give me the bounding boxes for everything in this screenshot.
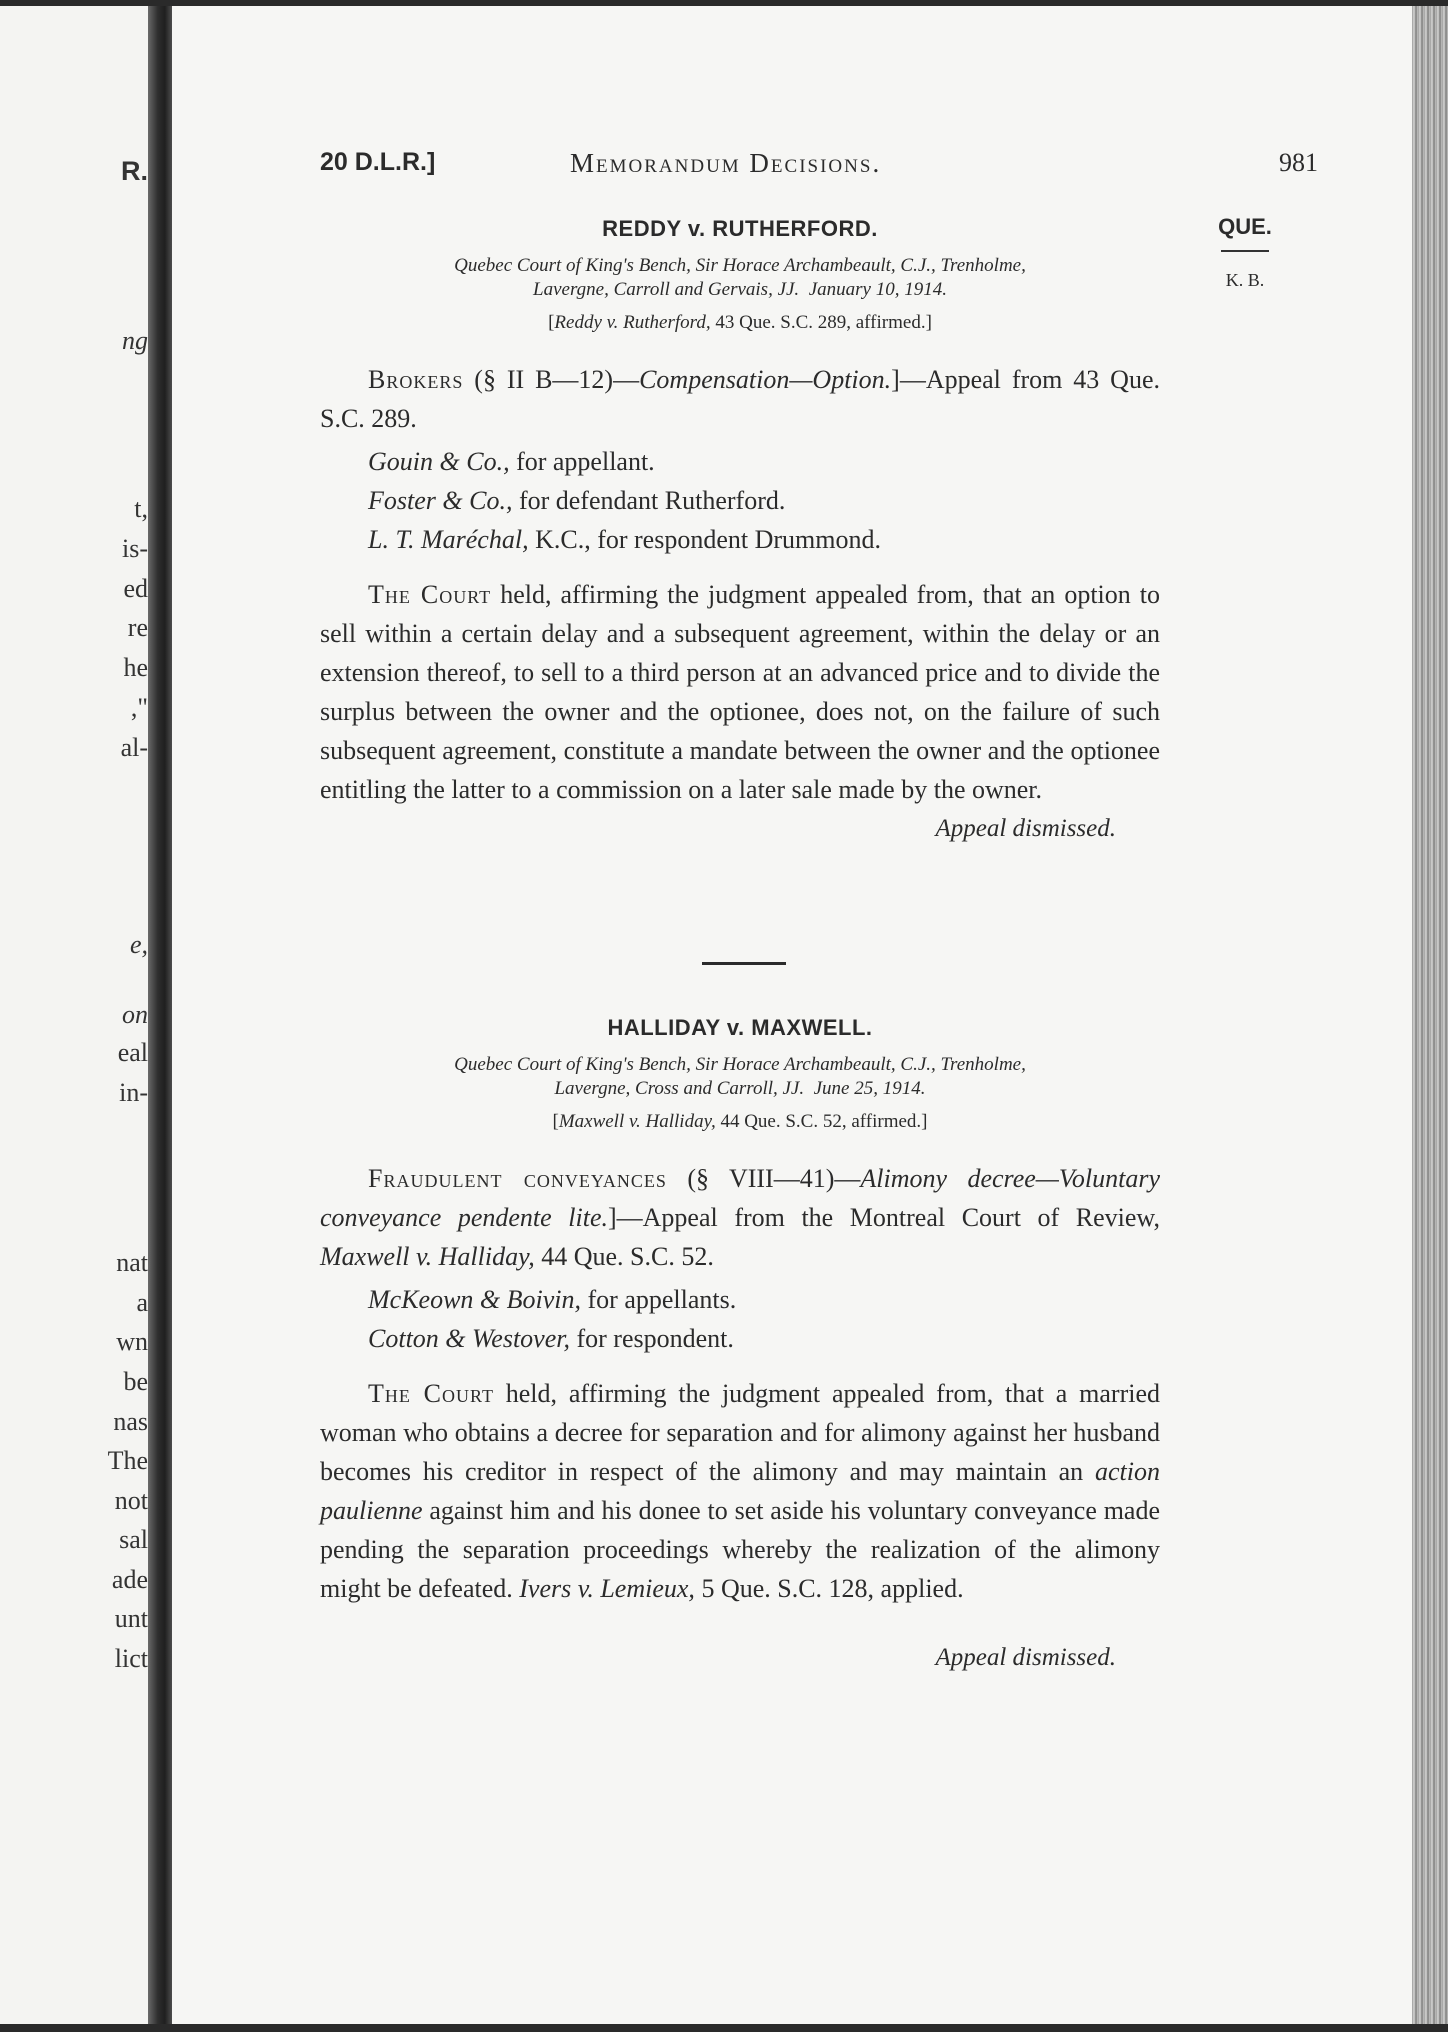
court-date: June 25, 1914. bbox=[813, 1078, 926, 1099]
left-page-fragment: in- bbox=[119, 1078, 148, 1107]
counsel-name: Foster & Co., bbox=[368, 486, 513, 515]
left-page-fragment: lict bbox=[114, 1644, 148, 1673]
left-page-fragment: ," bbox=[130, 693, 148, 722]
holding-case: Ivers v. Lemieux, bbox=[519, 1574, 695, 1603]
running-title: Memorandum Decisions. bbox=[570, 148, 882, 178]
history-cite: 44 Que. S.C. 52, affirmed. bbox=[720, 1111, 922, 1132]
case-history: [Maxwell v. Halliday, 44 Que. S.C. 52, affirmed.] bbox=[552, 1111, 928, 1132]
history-case: Reddy v. Rutherford, bbox=[554, 312, 711, 333]
counsel-list bbox=[320, 442, 1160, 559]
left-page-fragment: eal bbox=[117, 1038, 148, 1067]
disposition: Appeal dismissed. bbox=[935, 815, 1116, 842]
case-title: HALLIDAY v. MAXWELL. bbox=[607, 1015, 873, 1040]
headnote-section: (§ II B—12)— bbox=[474, 365, 640, 394]
left-page-edge bbox=[0, 6, 148, 2024]
counsel-role: for appellants. bbox=[587, 1285, 737, 1314]
case-halliday-v-maxwell bbox=[320, 1015, 1160, 1672]
case-reddy-v-rutherford bbox=[320, 216, 1160, 843]
counsel-role: for appellant. bbox=[516, 447, 655, 476]
headnote bbox=[320, 360, 1160, 438]
left-page-fragment: wn bbox=[116, 1327, 148, 1356]
page-number: 981 bbox=[1279, 148, 1318, 177]
left-page-fragment: sal bbox=[119, 1525, 148, 1554]
left-page-fragment: ed bbox=[123, 574, 148, 603]
counsel-entry bbox=[368, 520, 1160, 559]
holding-cite: 5 Que. S.C. 128, applied. bbox=[694, 1574, 964, 1603]
margin-court: K. B. bbox=[1225, 270, 1265, 290]
headnote-topic: Brokers bbox=[368, 365, 464, 394]
counsel-entry bbox=[368, 442, 1160, 481]
holding bbox=[320, 1374, 1160, 1608]
left-page-fragment: a bbox=[136, 1288, 148, 1317]
holding-lead: The Court bbox=[368, 1379, 494, 1408]
headnote-topic: Fraudulent conveyances bbox=[368, 1164, 667, 1193]
counsel-entry bbox=[368, 1280, 1160, 1319]
book-gutter bbox=[148, 6, 172, 2024]
holding-text-cont: against him and his donee to set aside his voluntary conveyance made pending the separation proceedings whereby the realization of the alimony might be defeated. bbox=[320, 1496, 1160, 1603]
history-case: Maxwell v. Halliday, bbox=[558, 1111, 716, 1132]
left-page-fragment: unt bbox=[114, 1604, 148, 1633]
left-page-fragment: t, bbox=[134, 494, 148, 523]
left-page-fragment: The bbox=[107, 1446, 148, 1475]
left-page-fragment: nas bbox=[113, 1407, 148, 1436]
page-edges bbox=[1412, 6, 1448, 2024]
counsel-list bbox=[320, 1280, 1160, 1358]
history-cite: 43 Que. S.C. 289, affirmed. bbox=[715, 312, 926, 333]
running-head bbox=[320, 148, 1318, 184]
court-date: January 10, 1914. bbox=[808, 279, 947, 300]
left-page-fragment: be bbox=[123, 1367, 148, 1396]
holding bbox=[320, 575, 1160, 809]
court-line bbox=[320, 1053, 1160, 1101]
counsel-role: for respondent. bbox=[576, 1324, 734, 1353]
headnote-subject: Alimony decree—Voluntary conveyance pendente lite. bbox=[320, 1164, 1160, 1232]
left-page-fragment: R. bbox=[121, 156, 148, 186]
left-page-fragment: not bbox=[114, 1486, 148, 1515]
disposition: Appeal dismissed. bbox=[935, 1644, 1116, 1671]
counsel-entry bbox=[368, 481, 1160, 520]
left-page-fragment: re bbox=[127, 613, 148, 642]
holding-term: action paulienne bbox=[320, 1457, 1160, 1525]
court-line-1: Quebec Court of King's Bench, Sir Horace Archambeault, C.J., Trenholme, bbox=[454, 1054, 1026, 1075]
case-history: [Reddy v. Rutherford, 43 Que. S.C. 289, affirmed.] bbox=[548, 312, 932, 333]
court-line-1: Quebec Court of King's Bench, Sir Horace Archambeault, C.J., Trenholme, bbox=[454, 255, 1026, 276]
left-page-fragment: on bbox=[122, 1000, 148, 1029]
left-page-fragment: al- bbox=[120, 733, 148, 762]
counsel-name: Gouin & Co., bbox=[368, 447, 510, 476]
counsel-name: L. T. Maréchal, bbox=[368, 525, 529, 554]
case-title: REDDY v. RUTHERFORD. bbox=[602, 216, 878, 241]
court-line bbox=[320, 254, 1160, 302]
holding-text: held, affirming the judgment appealed from, that an option to sell within a certain delay and a subsequent agreement, within the delay or an extension thereof, to sell to a third person at an advanced price and to divide the surplus between the owner and the optionee, does not, on the failure of such subsequent agreement, constitute a mandate between the owner and the optionee entitling the latter to a commission on a later sale made by the owner. bbox=[320, 580, 1161, 804]
court-line-2: Lavergne, Cross and Carroll, JJ. bbox=[554, 1078, 805, 1099]
counsel-entry bbox=[368, 1319, 1160, 1358]
holding-lead: The Court bbox=[368, 580, 492, 609]
margin-province: QUE. bbox=[1218, 214, 1272, 239]
volume-reference: 20 D.L.R.] bbox=[320, 148, 436, 176]
counsel-role: for defendant Rutherford. bbox=[518, 486, 786, 515]
left-page-fragment: nat bbox=[116, 1248, 148, 1277]
headnote-section: (§ VIII—41)— bbox=[687, 1164, 861, 1193]
court-line-2: Lavergne, Carroll and Gervais, JJ. bbox=[533, 279, 800, 300]
headnote-subject: Compensation—Option. bbox=[639, 365, 892, 394]
headnote-cite: 44 Que. S.C. 52. bbox=[534, 1242, 714, 1271]
left-page-fragment: ade bbox=[111, 1565, 148, 1594]
counsel-role: K.C., for respondent Drummond. bbox=[535, 525, 881, 554]
holding-text: held, affirming the judgment appealed from, that a married woman who obtains a decree for separation and for alimony against her husband becomes his creditor in respect of the alimony and may maintain an bbox=[320, 1379, 1161, 1486]
counsel-name: McKeown & Boivin, bbox=[368, 1285, 582, 1314]
headnote-mid: ]—Appeal from the Montreal Court of Review, bbox=[607, 1203, 1160, 1232]
headnote-rest: ]—Appeal from 43 Que. S.C. 289. bbox=[320, 365, 1161, 433]
case-separator bbox=[702, 962, 786, 965]
margin-rule bbox=[1221, 250, 1269, 252]
left-page-fragment: is- bbox=[122, 534, 148, 563]
left-page-fragment: ng bbox=[122, 326, 148, 355]
counsel-name: Cotton & Westover, bbox=[368, 1324, 570, 1353]
headnote bbox=[320, 1159, 1160, 1276]
left-page-fragment: he bbox=[123, 653, 148, 682]
headnote-case: Maxwell v. Halliday, bbox=[320, 1242, 535, 1271]
left-page-fragment: e, bbox=[129, 930, 148, 959]
